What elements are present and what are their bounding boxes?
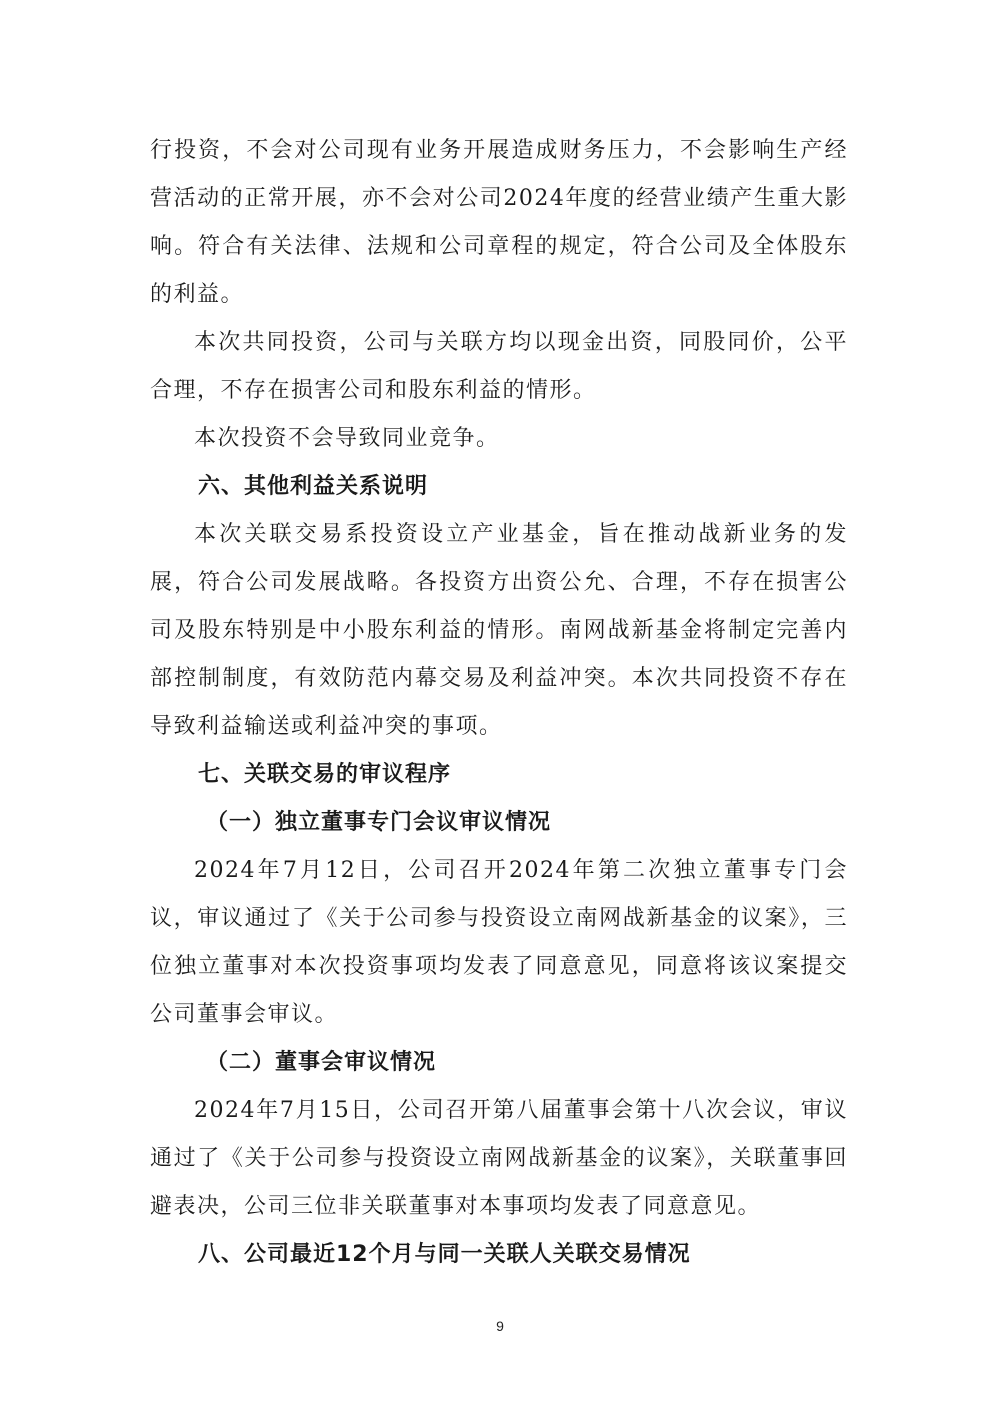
paragraph: 本次关联交易系投资设立产业基金，旨在推动战新业务的发展，符合公司发展战略。各投资方出资公允、合理，不存在损害公司及股东特别是中小股东利益的情形。南网战新基金将制定完善内部控制制度，有效防范内幕交易及利益冲突。本次共同投资不存在导致利益输送或利益冲突的事项。 bbox=[150, 522, 848, 739]
subsection-heading: （二）董事会审议情况 bbox=[206, 1050, 437, 1075]
section-heading: 六、其他利益关系说明 bbox=[198, 474, 429, 499]
subsection-heading: （一）独立董事专门会议审议情况 bbox=[206, 810, 552, 835]
page-number: 9 bbox=[496, 1318, 504, 1334]
paragraph: 2024年7月15日，公司召开第八届董事会第十八次会议，审议通过了《关于公司参与投资设立南网战新基金的议案》，关联董事回避表决，公司三位非关联董事对本事项均发表了同意意见。 bbox=[150, 1098, 848, 1219]
document-body bbox=[150, 127, 848, 1279]
section-heading: 八、公司最近12个月与同一关联人关联交易情况 bbox=[198, 1242, 691, 1267]
paragraph: 本次投资不会导致同业竞争。 bbox=[194, 426, 500, 451]
section-heading: 七、关联交易的审议程序 bbox=[198, 762, 452, 787]
paragraph: 2024年7月12日，公司召开2024年第二次独立董事专门会议，审议通过了《关于公司参与投资设立南网战新基金的议案》，三位独立董事对本次投资事项均发表了同意意见，同意将该议案提交公司董事会审议。 bbox=[150, 858, 848, 1027]
paragraph: 本次共同投资，公司与关联方均以现金出资，同股同价，公平合理，不存在损害公司和股东利益的情形。 bbox=[150, 330, 848, 403]
paragraph: 行投资，不会对公司现有业务开展造成财务压力，不会影响生产经营活动的正常开展，亦不会对公司2024年度的经营业绩产生重大影响。符合有关法律、法规和公司章程的规定，符合公司及全体股东的利益。 bbox=[150, 138, 848, 307]
